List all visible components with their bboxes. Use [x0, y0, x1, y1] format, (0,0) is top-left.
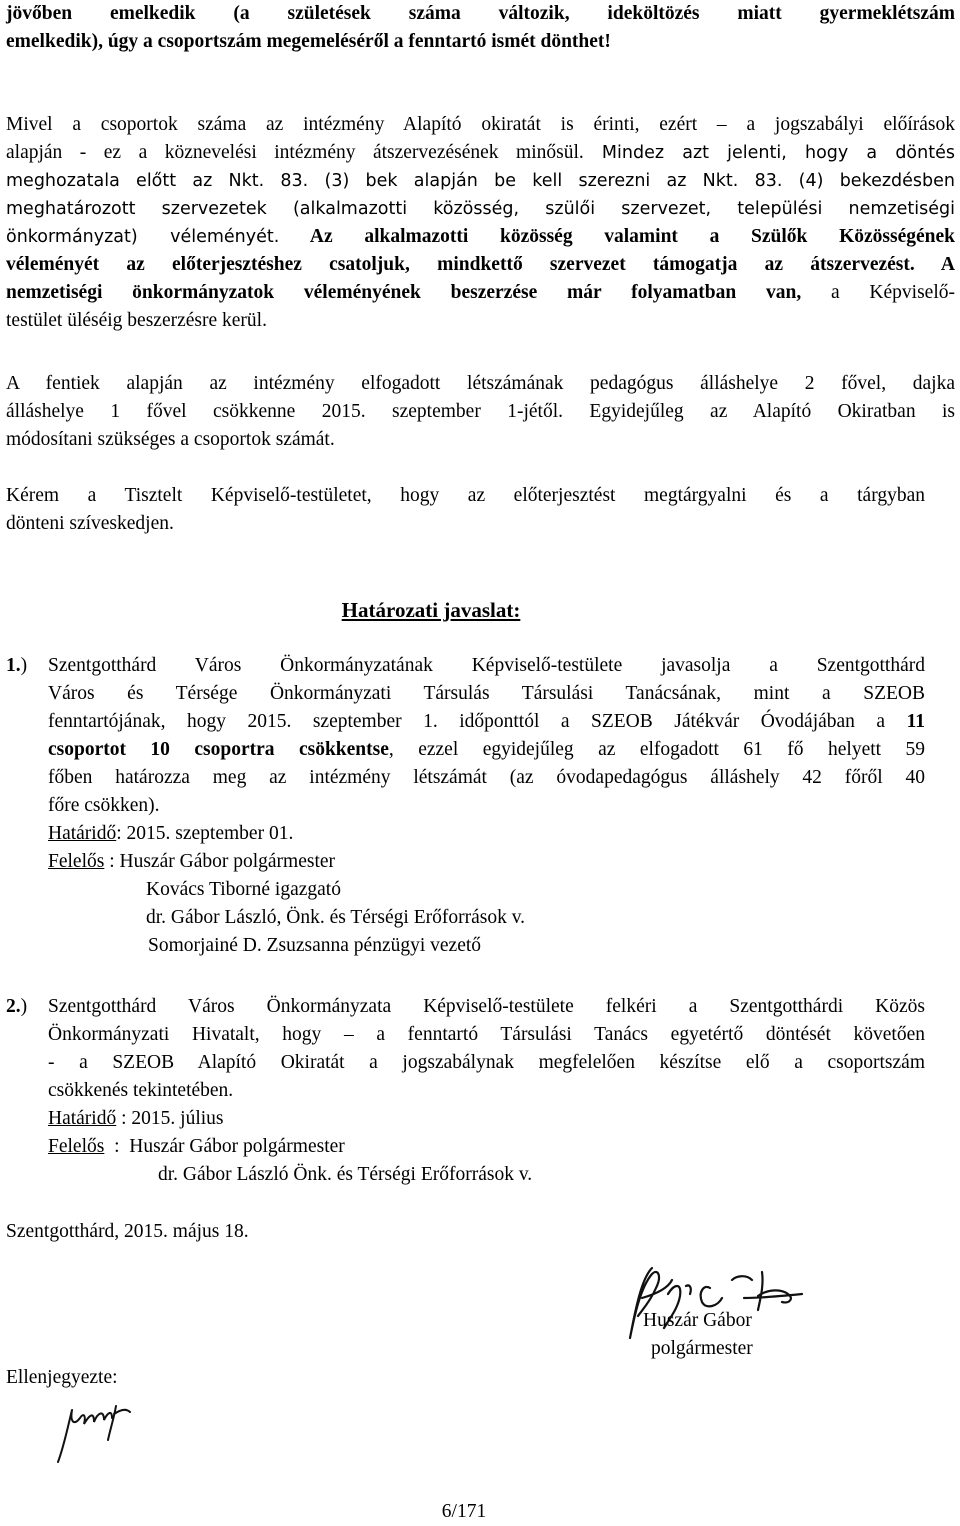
res2-resp-1: : Huszár Gábor polgármester [104, 1136, 345, 1157]
res2-deadline [48, 1105, 224, 1133]
res1-deadline-label: Határidő [48, 823, 117, 844]
res2-line-2: Önkormányzati Hivatalt, hogy – a fenntartó Társulási Tanács egyetértő döntését követően [48, 1024, 925, 1045]
res2-number-paren: ) [20, 996, 28, 1017]
res1-number-paren: ) [20, 655, 28, 676]
countersign-label: Ellenjegyezte: [6, 1367, 118, 1388]
res2-line-3: - a SZEOB Alapító Okiratát a jogszabálynak megfelelően készítse elő a csoportszám [48, 1052, 925, 1073]
res1-resp-3: dr. Gábor László, Önk. és Térségi Erőforrások v. [146, 907, 526, 928]
para3-line-1: A fentiek alapján az intézmény elfogadott létszámának pedagógus álláshelye 2 fővel, dajka [6, 373, 955, 394]
para3-line-2: álláshelye 1 fővel csökkenne 2015. szeptember 1-jétől. Egyidejűleg az Alapító Okiratban is [6, 401, 955, 422]
res1-line-2: Város és Térsége Önkormányzati Társulás Társulási Tanácsának, mint a SZEOB [48, 683, 925, 704]
res1-line-1: Szentgotthárd Város Önkormányzatának Képviselő-testülete javasolja a Szentgotthárd [48, 655, 925, 676]
place-date: Szentgotthárd, 2015. május 18. [6, 1221, 249, 1242]
res1-resp-4: Somorjainé D. Zsuzsanna pénzügyi vezető [148, 935, 482, 956]
resolution-heading: Határozati javaslat: [341, 598, 521, 622]
para2-line-1: Mivel a csoportok száma az intézmény Alapító okiratát is érinti, ezért – a jogszabályi előírások [6, 114, 955, 135]
intro-line-2: emelkedik), úgy a csoportszám megemeléséről a fenntartó ismét dönthet! [6, 31, 611, 52]
para2-line-6: véleményét az előterjesztéshez csatoljuk, mindkettő szervezet támogatja az átszervezést. A [6, 254, 955, 275]
res1-line-3 [48, 708, 925, 736]
intro-line-1: jövőben emelkedik (a születések száma változik, ideköltözés miatt gyermeklétszám [6, 3, 955, 24]
para2-line-2 [6, 139, 955, 167]
para2-line-2a: alapján - ez a köznevelési intézmény átszervezésének minősül. [6, 142, 584, 163]
res2-resp-2: dr. Gábor László Önk. és Térségi Erőforrások v. [158, 1164, 533, 1185]
para2-line-8: testület üléséig beszerzésre kerül. [6, 310, 267, 331]
res1-number-digit: 1. [6, 655, 21, 676]
res1-line-4 [48, 736, 925, 764]
para2-line-5b: Az alkalmazotti közösség valamint a Szülők Közösségének [279, 226, 955, 247]
countersign-signature-icon [50, 1396, 140, 1466]
signer-title: polgármester [651, 1338, 753, 1359]
res1-deadline-value: : 2015. szeptember 01. [116, 823, 294, 844]
res1-line-5: főben határozza meg az intézmény létszámát (az óvodapedagógus álláshely 42 főről 40 [48, 767, 925, 788]
res1-number [6, 652, 27, 680]
res2-deadline-value: : 2015. július [116, 1108, 224, 1129]
res1-deadline [48, 820, 293, 848]
para2-line-7 [6, 279, 955, 307]
res1-resp-1: : Huszár Gábor polgármester [104, 851, 336, 872]
res1-line-4a: csoportot 10 csoportra csökkentse [48, 739, 389, 760]
para4-line-2: dönteni szíveskedjen. [6, 513, 174, 534]
para2-line-5a: önkormányzat) véleményét. [6, 227, 280, 247]
res2-deadline-label: Határidő [48, 1108, 117, 1129]
page-number: 6/171 [441, 1501, 487, 1522]
signer-name: Huszár Gábor [643, 1310, 752, 1331]
para2-line-7a: nemzetiségi önkormányzatok véleményének beszerzése már folyamatban van, [6, 282, 802, 303]
res1-line-3a: fenntartójának, hogy 2015. szeptember 1. időponttól a SZEOB Játékvár Óvodájában a [48, 711, 907, 732]
res1-line-3b: 11 [906, 711, 925, 732]
res2-number [6, 993, 27, 1021]
res1-line-4b: , ezzel egyidejűleg az elfogadott 61 fő helyett 59 [388, 739, 926, 760]
para2-line-4: meghatározott szervezetek (alkalmazotti közösség, szülői szervezet, települési nemzetiségi [6, 199, 955, 219]
res1-resp-2: Kovács Tiborné igazgató [146, 879, 341, 900]
res2-number-digit: 2. [6, 996, 21, 1017]
para2-line-5 [6, 223, 955, 251]
para4-line-1: Kérem a Tisztelt Képviselő-testületet, hogy az előterjesztést megtárgyalni és a tárgyban [6, 485, 925, 506]
res2-responsible [48, 1133, 345, 1161]
res2-line-4: csökkenés tekintetében. [48, 1080, 234, 1101]
para2-line-2b: Mindez azt jelenti, hogy a döntés [583, 143, 955, 163]
para3-line-3: módosítani szükséges a csoportok számát. [6, 429, 335, 450]
para2-line-7b: a Képviselő- [801, 282, 955, 303]
res1-responsible [48, 848, 335, 876]
para2-line-3: meghozatala előtt az Nkt. 83. (3) bek alapján be kell szerezni az Nkt. 83. (4) bekezdésben [6, 171, 955, 191]
res1-line-6: főre csökken). [48, 795, 160, 816]
res1-resp-label: Felelős [48, 851, 105, 872]
res2-line-1: Szentgotthárd Város Önkormányzata Képviselő-testülete felkéri a Szentgotthárdi Közös [48, 996, 925, 1017]
res2-resp-label: Felelős [48, 1136, 105, 1157]
